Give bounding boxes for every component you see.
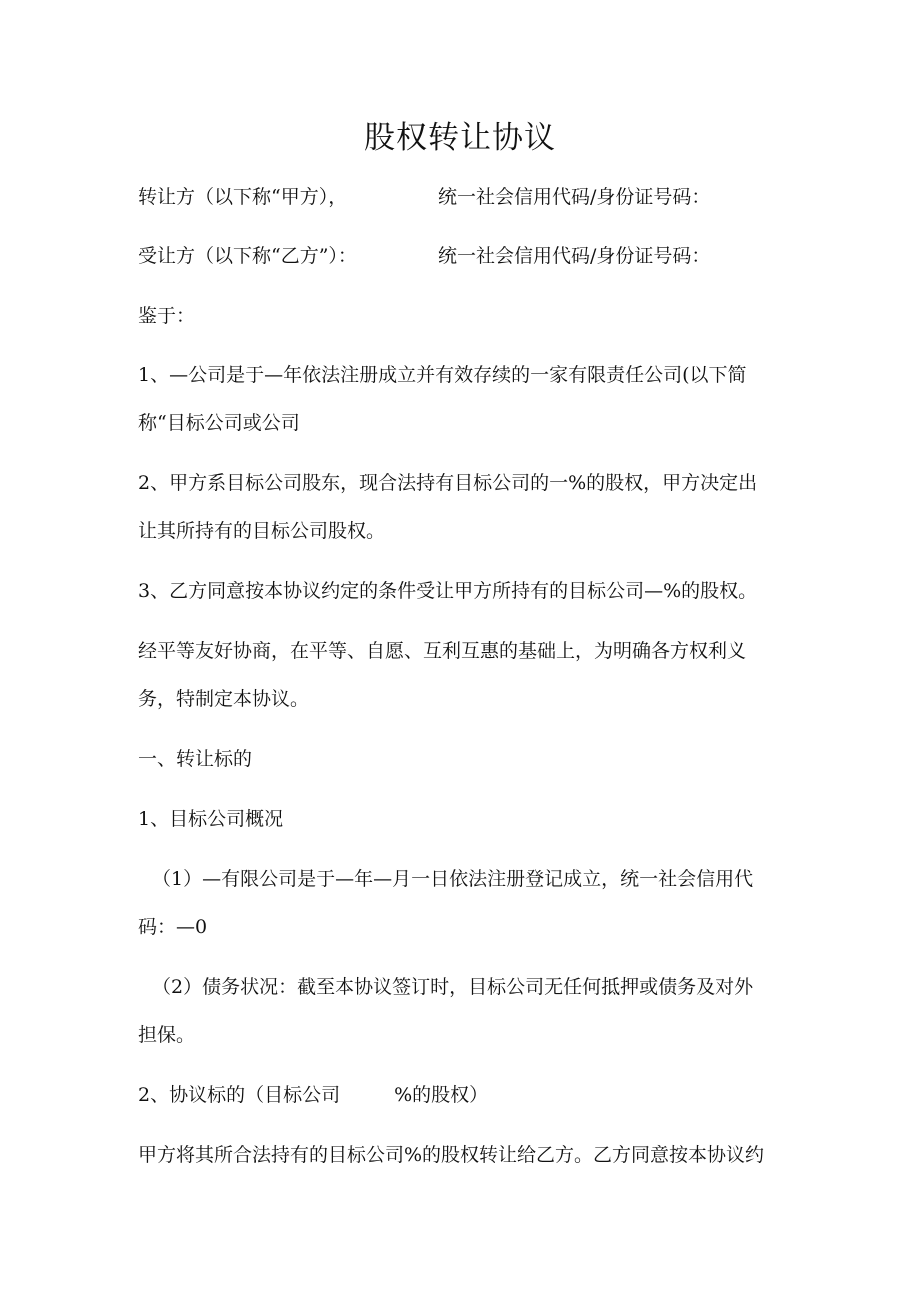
section-1-heading: 一、转让标的: [138, 748, 253, 770]
document-title: 股权转让协议: [364, 120, 556, 156]
recital-1-line-2: 称“目标公司或公司: [138, 412, 300, 434]
consensus-line-1: 经平等友好协商，在平等、自愿、互利互惠的基础上，为明确各方权利义: [138, 640, 747, 662]
company-info-line-2: 码：—0: [138, 916, 208, 938]
recital-2-line-1: 2、甲方系目标公司股东，现合法持有目标公司的一%的股权，甲方决定出: [138, 472, 758, 494]
recital-1-line-1: 1、—公司是于—年依法注册成立并有效存续的一家有限责任公司(以下简: [138, 364, 747, 386]
consensus-line-2: 务，特制定本协议。: [138, 688, 310, 710]
subsection-2-heading-part-1: 2、协议标的（目标公司: [138, 1084, 341, 1106]
subsection-2-heading: [138, 1082, 488, 1108]
subsection-1-heading: 1、目标公司概况: [138, 808, 284, 830]
party-a-row: [138, 184, 711, 210]
debt-status-line-1: （2）债务状况：截至本协议签订时，目标公司无任何抵押或债务及对外: [152, 976, 754, 998]
recital-3-line-1: 3、乙方同意按本协议约定的条件受让甲方所持有的目标公司—%的股权。: [138, 580, 758, 602]
party-a-id-label: 统一社会信用代码/身份证号码：: [438, 186, 711, 208]
party-b-id-label: 统一社会信用代码/身份证号码：: [438, 245, 711, 267]
party-b-label: 受让方（以下称“乙方”）：: [138, 245, 357, 267]
subsection-2-heading-part-2: %的股权）: [394, 1084, 489, 1106]
party-a-label: 转让方（以下称“甲方），: [138, 186, 348, 208]
party-b-row: [138, 243, 711, 269]
recital-2-line-2: 让其所持有的目标公司股权。: [138, 520, 386, 542]
debt-status-line-2: 担保。: [138, 1024, 196, 1046]
transfer-clause-line-1: 甲方将其所合法持有的目标公司%的股权转让给乙方。乙方同意按本协议约: [138, 1144, 765, 1166]
whereas-heading: 鉴于：: [138, 305, 196, 327]
company-info-line-1: （1）—有限公司是于—年—月一日依法注册登记成立，统一社会信用代: [152, 868, 754, 890]
